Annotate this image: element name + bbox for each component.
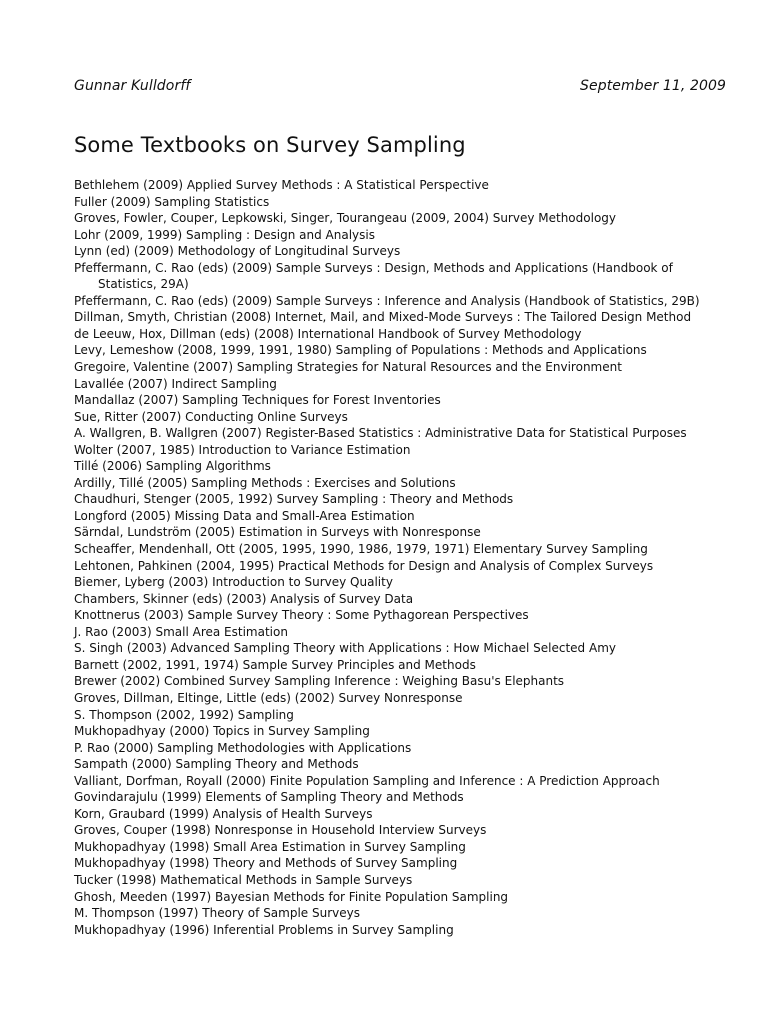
textbook-entry: P. Rao (2000) Sampling Methodologies with Applications: [74, 740, 412, 755]
textbook-entry: Brewer (2002) Combined Survey Sampling Inference : Weighing Basu's Elephants: [74, 674, 565, 689]
textbook-list: [74, 177, 724, 938]
textbook-entry: Groves, Dillman, Eltinge, Little (eds) (2002) Survey Nonresponse: [74, 690, 463, 705]
textbook-entry: Barnett (2002, 1991, 1974) Sample Survey Principles and Methods: [74, 657, 476, 672]
textbook-entry: J. Rao (2003) Small Area Estimation: [74, 624, 288, 639]
textbook-entry: Valliant, Dorfman, Royall (2000) Finite Population Sampling and Inference : A Prediction Approach: [74, 773, 660, 788]
textbook-entry: Groves, Fowler, Couper, Lepkowski, Singer, Tourangeau (2009, 2004) Survey Methodology: [74, 211, 616, 226]
textbook-entry: Tillé (2006) Sampling Algorithms: [74, 459, 271, 474]
textbook-entry: Ghosh, Meeden (1997) Bayesian Methods for Finite Population Sampling: [74, 889, 509, 904]
author-name: Gunnar Kulldorff: [74, 78, 191, 94]
textbook-entry: Dillman, Smyth, Christian (2008) Internet, Mail, and Mixed-Mode Surveys : The Tailored Design Method: [74, 310, 692, 325]
textbook-entry: Mukhopadhyay (1998) Small Area Estimation in Survey Sampling: [74, 839, 466, 854]
textbook-entry: Biemer, Lyberg (2003) Introduction to Survey Quality: [74, 575, 393, 590]
textbook-entry: M. Thompson (1997) Theory of Sample Surveys: [74, 906, 360, 921]
textbook-entry: Groves, Couper (1998) Nonresponse in Household Interview Surveys: [74, 823, 487, 838]
textbook-entry: Lohr (2009, 1999) Sampling : Design and Analysis: [74, 227, 375, 242]
textbook-entry: Mukhopadhyay (1996) Inferential Problems in Survey Sampling: [74, 922, 454, 937]
textbook-entry: Gregoire, Valentine (2007) Sampling Strategies for Natural Resources and the Environment: [74, 360, 622, 375]
textbook-entry: Bethlehem (2009) Applied Survey Methods : A Statistical Perspective: [74, 178, 489, 192]
textbook-entry: Chaudhuri, Stenger (2005, 1992) Survey Sampling : Theory and Methods: [74, 492, 514, 507]
textbook-entry: Sue, Ritter (2007) Conducting Online Surveys: [74, 409, 348, 424]
textbook-entry: Mandallaz (2007) Sampling Techniques for Forest Inventories: [74, 393, 441, 408]
textbook-entry: Pfeffermann, C. Rao (eds) (2009) Sample Surveys : Design, Methods and Applications (Handbook of Statistics, 29A): [74, 260, 673, 292]
textbook-entry: S. Singh (2003) Advanced Sampling Theory with Applications : How Michael Selected Amy: [74, 641, 616, 656]
textbook-entry: Wolter (2007, 1985) Introduction to Variance Estimation: [74, 442, 411, 457]
page-title: Some Textbooks on Survey Sampling: [74, 133, 466, 157]
textbook-entry: Chambers, Skinner (eds) (2003) Analysis of Survey Data: [74, 591, 414, 606]
textbook-entry: S. Thompson (2002, 1992) Sampling: [74, 707, 294, 722]
textbook-entry: Scheaffer, Mendenhall, Ott (2005, 1995, 1990, 1986, 1979, 1971) Elementary Survey Sampling: [74, 542, 648, 557]
textbook-entry: Govindarajulu (1999) Elements of Sampling Theory and Methods: [74, 790, 464, 805]
textbook-entry: Longford (2005) Missing Data and Small-Area Estimation: [74, 508, 415, 523]
textbook-entry: Lehtonen, Pahkinen (2004, 1995) Practical Methods for Design and Analysis of Complex Surveys: [74, 558, 654, 573]
textbook-entry: A. Wallgren, B. Wallgren (2007) Register-Based Statistics : Administrative Data for Statistical Purposes: [74, 426, 687, 441]
textbook-entry: Tucker (1998) Mathematical Methods in Sample Surveys: [74, 872, 413, 887]
textbook-entry: Sampath (2000) Sampling Theory and Methods: [74, 757, 359, 772]
textbook-entry: Pfeffermann, C. Rao (eds) (2009) Sample Surveys : Inference and Analysis (Handbook of Statistics, 29B): [74, 293, 700, 308]
textbook-entry: Ardilly, Tillé (2005) Sampling Methods : Exercises and Solutions: [74, 475, 456, 490]
textbook-entry: Lynn (ed) (2009) Methodology of Longitudinal Surveys: [74, 244, 401, 259]
textbook-entry: Korn, Graubard (1999) Analysis of Health Surveys: [74, 806, 373, 821]
textbook-entry: Mukhopadhyay (1998) Theory and Methods of Survey Sampling: [74, 856, 458, 871]
textbook-entry: Fuller (2009) Sampling Statistics: [74, 194, 270, 209]
page-header: [74, 78, 726, 94]
textbook-entry: de Leeuw, Hox, Dillman (eds) (2008) International Handbook of Survey Methodology: [74, 326, 582, 341]
textbook-entry: Knottnerus (2003) Sample Survey Theory : Some Pythagorean Perspectives: [74, 608, 529, 623]
textbook-entry: Lavallée (2007) Indirect Sampling: [74, 376, 277, 391]
textbook-entry: Mukhopadhyay (2000) Topics in Survey Sampling: [74, 724, 370, 739]
textbook-entry: Särndal, Lundström (2005) Estimation in Surveys with Nonresponse: [74, 525, 481, 540]
textbook-entry: Levy, Lemeshow (2008, 1999, 1991, 1980) Sampling of Populations : Methods and Applications: [74, 343, 647, 358]
document-date: September 11, 2009: [580, 78, 726, 94]
